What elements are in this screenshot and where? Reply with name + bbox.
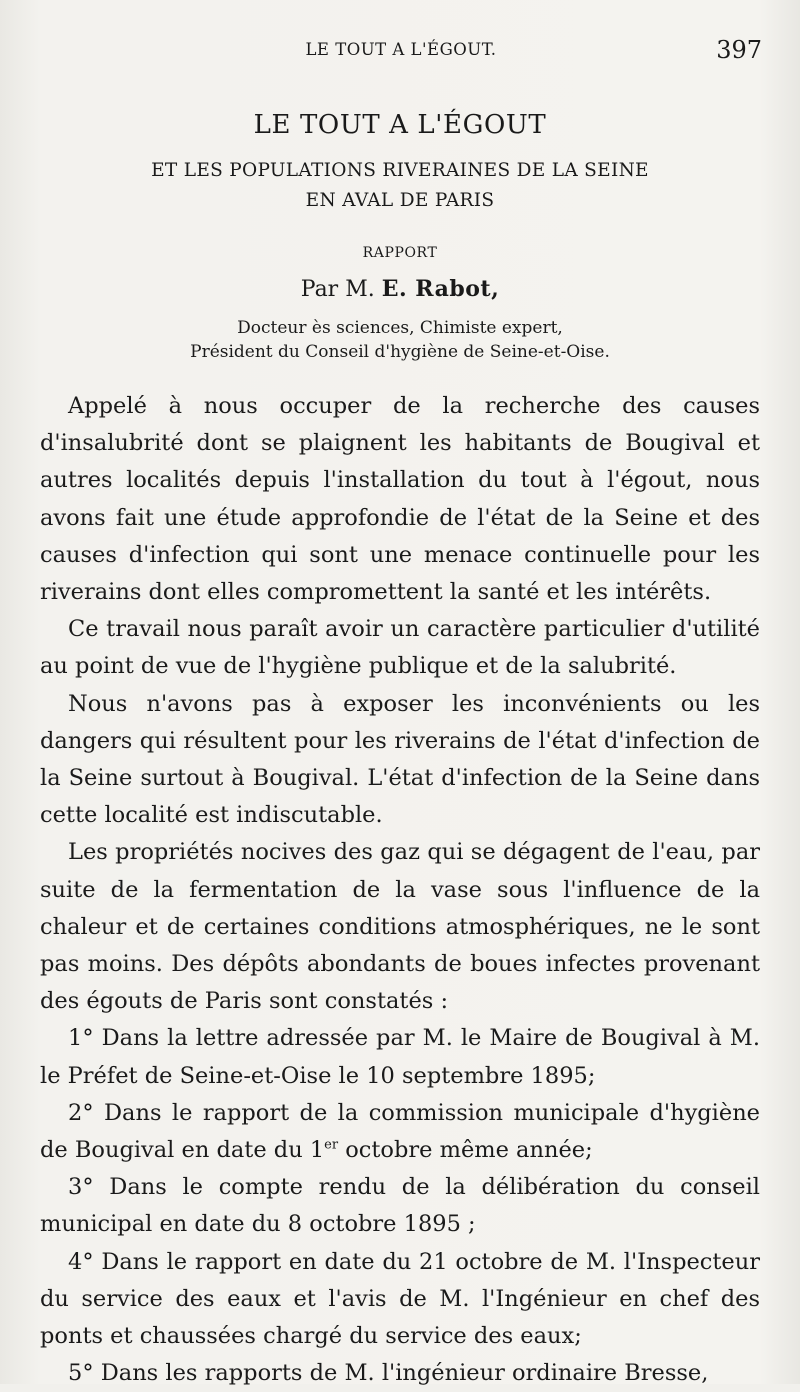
running-title: LE TOUT A L'ÉGOUT. — [305, 40, 497, 59]
list-item-label: 4° — [68, 1248, 94, 1275]
list-item-text: Dans le compte rendu de la délibération du conseil municipal en date du 8 octobre 1895 ; — [40, 1174, 760, 1238]
page-number: 397 — [716, 36, 762, 64]
author-credential-2: Président du Conseil d'hygiène de Seine-et-Oise. — [190, 342, 610, 362]
article-title: LE TOUT A L'ÉGOUT — [253, 110, 547, 140]
body-text — [40, 388, 760, 1392]
list-item — [40, 1020, 760, 1094]
list-item-text: Dans le rapport de la commission municipale d'hygiène de Bougival en date du 1 — [40, 1099, 760, 1164]
paragraph: Ce travail nous paraît avoir un caractère particulier d'utilité au point de vue de l'hygiène publique et de la salubrité. — [40, 616, 760, 680]
list-item-label: 3° — [68, 1174, 94, 1201]
report-label: RAPPORT — [362, 245, 438, 261]
author-prefix: Par M. — [300, 277, 375, 302]
running-header — [40, 36, 762, 70]
list-item — [40, 1355, 760, 1392]
list-item-text-continued: octobre même année; — [338, 1137, 593, 1164]
author-name: E. Rabot, — [381, 276, 500, 302]
author-line — [0, 276, 800, 302]
article-subtitle-line-1: ET LES POPULATIONS RIVERAINES DE LA SEINE — [151, 160, 649, 181]
list-item-text: Dans la lettre adressée par M. le Maire de Bougival à M. le Préfet de Seine-et-Oise le 10 septembre 1895; — [40, 1025, 760, 1089]
list-item-text: Dans les rapports de M. l'ingénieur ordinaire Bresse, — [100, 1360, 709, 1387]
list-item-label: 2° — [68, 1099, 94, 1126]
paragraph: Nous n'avons pas à exposer les inconvénients ou les dangers qui résultent pour les riverains de l'état d'infection de la Seine surtout à Bougival. L'état d'infection de la Seine dans cette localité est indiscutable. — [40, 690, 760, 829]
list-item-label: 1° — [68, 1025, 94, 1052]
list-item — [40, 1095, 760, 1169]
article-subtitle-line-2: EN AVAL DE PARIS — [305, 190, 495, 211]
list-item-label: 5° — [68, 1360, 94, 1387]
paragraph: Appelé à nous occuper de la recherche des causes d'insalubrité dont se plaignent les habitants de Bougival et autres localités depuis l'installation du tout à l'égout, nous avons fait une étude approfondie de l'état de la Seine et des causes d'infection qui sont une menace continuelle pour les riverains dont elles compromettent la santé et les intérêts. — [40, 393, 760, 606]
ordinal-superscript: er — [324, 1137, 339, 1153]
list-item — [40, 1244, 760, 1356]
author-credential-1: Docteur ès sciences, Chimiste expert, — [237, 318, 563, 338]
paragraph: Les propriétés nocives des gaz qui se dégagent de l'eau, par suite de la fermentation de la vase sous l'influence de la chaleur et de certaines conditions atmosphériques, ne le sont pas moins. Des dépôts abondants de boues infectes provenant des égouts de Paris sont constatés : — [40, 839, 760, 1015]
list-item-text: Dans le rapport en date du 21 octobre de M. l'Inspecteur du service des eaux et l'avis de M. l'Ingénieur en chef des ponts et chaussées chargé du service des eaux; — [40, 1248, 760, 1350]
list-item — [40, 1169, 760, 1243]
